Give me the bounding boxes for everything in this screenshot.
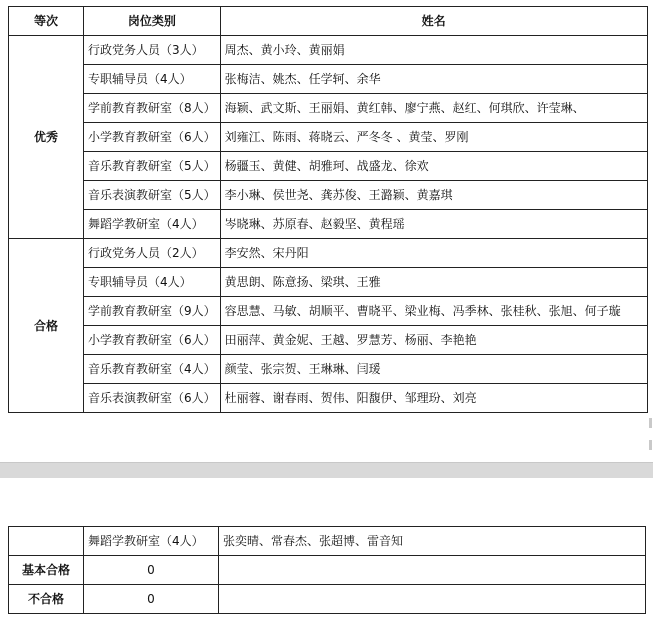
table-row [9, 239, 648, 268]
table-header-row [9, 7, 648, 36]
category-cell: 行政党务人员（2人） [84, 239, 221, 268]
level-excellent: 优秀 [9, 36, 84, 239]
category-cell: 学前教育教研室（9人） [84, 297, 221, 326]
names-cell: 岑晓琳、苏原春、赵毅坚、黄程瑶 [220, 210, 647, 239]
names-cell: 颜莹、张宗贺、王琳琳、闫瑗 [220, 355, 647, 384]
empty-names-cell [219, 556, 646, 585]
results-table-page-1 [8, 6, 648, 413]
table-row [9, 123, 648, 152]
table-row [9, 36, 648, 65]
table-row [9, 210, 648, 239]
category-cell: 舞蹈学教研室（4人） [84, 210, 221, 239]
category-cell: 音乐教育教研室（4人） [84, 355, 221, 384]
category-cell: 学前教育教研室（8人） [84, 94, 221, 123]
table-row [9, 355, 648, 384]
table-row [9, 585, 646, 614]
names-cell: 张梅洁、姚杰、任学轲、余华 [220, 65, 647, 94]
empty-level-cell [9, 527, 84, 556]
category-cell: 音乐教育教研室（5人） [84, 152, 221, 181]
names-cell: 张奕晴、常春杰、张超博、雷音知 [219, 527, 646, 556]
table-row [9, 384, 648, 413]
table-row [9, 527, 646, 556]
names-cell: 田丽萍、黄金妮、王越、罗慧芳、杨丽、李艳艳 [220, 326, 647, 355]
level-unqualified: 不合格 [9, 585, 84, 614]
results-table-page-2 [8, 526, 646, 614]
page-edge-marker [649, 440, 652, 450]
names-cell: 杨疆玉、黄健、胡雅珂、战盛龙、徐欢 [220, 152, 647, 181]
basic-count-cell: 0 [84, 556, 219, 585]
category-cell: 音乐表演教研室（5人） [84, 181, 221, 210]
level-qualified: 合格 [9, 239, 84, 413]
table-row [9, 94, 648, 123]
names-cell: 刘雍江、陈雨、蒋晓云、严冬冬 、黄莹、罗刚 [220, 123, 647, 152]
table-row [9, 326, 648, 355]
header-level: 等次 [9, 7, 84, 36]
header-names: 姓名 [220, 7, 647, 36]
category-cell: 小学教育教研室（6人） [84, 326, 221, 355]
page-break-line [0, 462, 653, 463]
category-cell: 专职辅导员（4人） [84, 268, 221, 297]
names-cell: 容思慧、马敏、胡顺平、曹晓平、梁业梅、冯季林、张桂秋、张旭、何子璇 [220, 297, 647, 326]
header-category: 岗位类别 [84, 7, 221, 36]
table-row [9, 181, 648, 210]
table-row [9, 297, 648, 326]
names-cell: 黄思朗、陈意扬、梁琪、王雅 [220, 268, 647, 297]
page-2 [0, 478, 653, 617]
names-cell: 李小琳、侯世尧、龚苏俊、王潞颖、黄嘉琪 [220, 181, 647, 210]
names-cell: 海颖、武文斯、王丽娟、黄红韩、廖宁燕、赵红、何琪欣、许莹琳、 [220, 94, 647, 123]
empty-names-cell [219, 585, 646, 614]
category-cell: 音乐表演教研室（6人） [84, 384, 221, 413]
category-cell: 舞蹈学教研室（4人） [84, 527, 219, 556]
category-cell: 行政党务人员（3人） [84, 36, 221, 65]
page-break [0, 462, 653, 478]
unqualified-count-cell: 0 [84, 585, 219, 614]
table-row [9, 556, 646, 585]
names-cell: 周杰、黄小玲、黄丽娟 [220, 36, 647, 65]
table-row [9, 268, 648, 297]
category-cell: 小学教育教研室（6人） [84, 123, 221, 152]
names-cell: 李安然、宋丹阳 [220, 239, 647, 268]
level-basic-qualified: 基本合格 [9, 556, 84, 585]
table-row [9, 152, 648, 181]
page-edge-marker [649, 418, 652, 428]
table-row [9, 65, 648, 94]
names-cell: 杜丽蓉、谢春雨、贺伟、阳馥伊、邹理玢、刘亮 [220, 384, 647, 413]
category-cell: 专职辅导员（4人） [84, 65, 221, 94]
